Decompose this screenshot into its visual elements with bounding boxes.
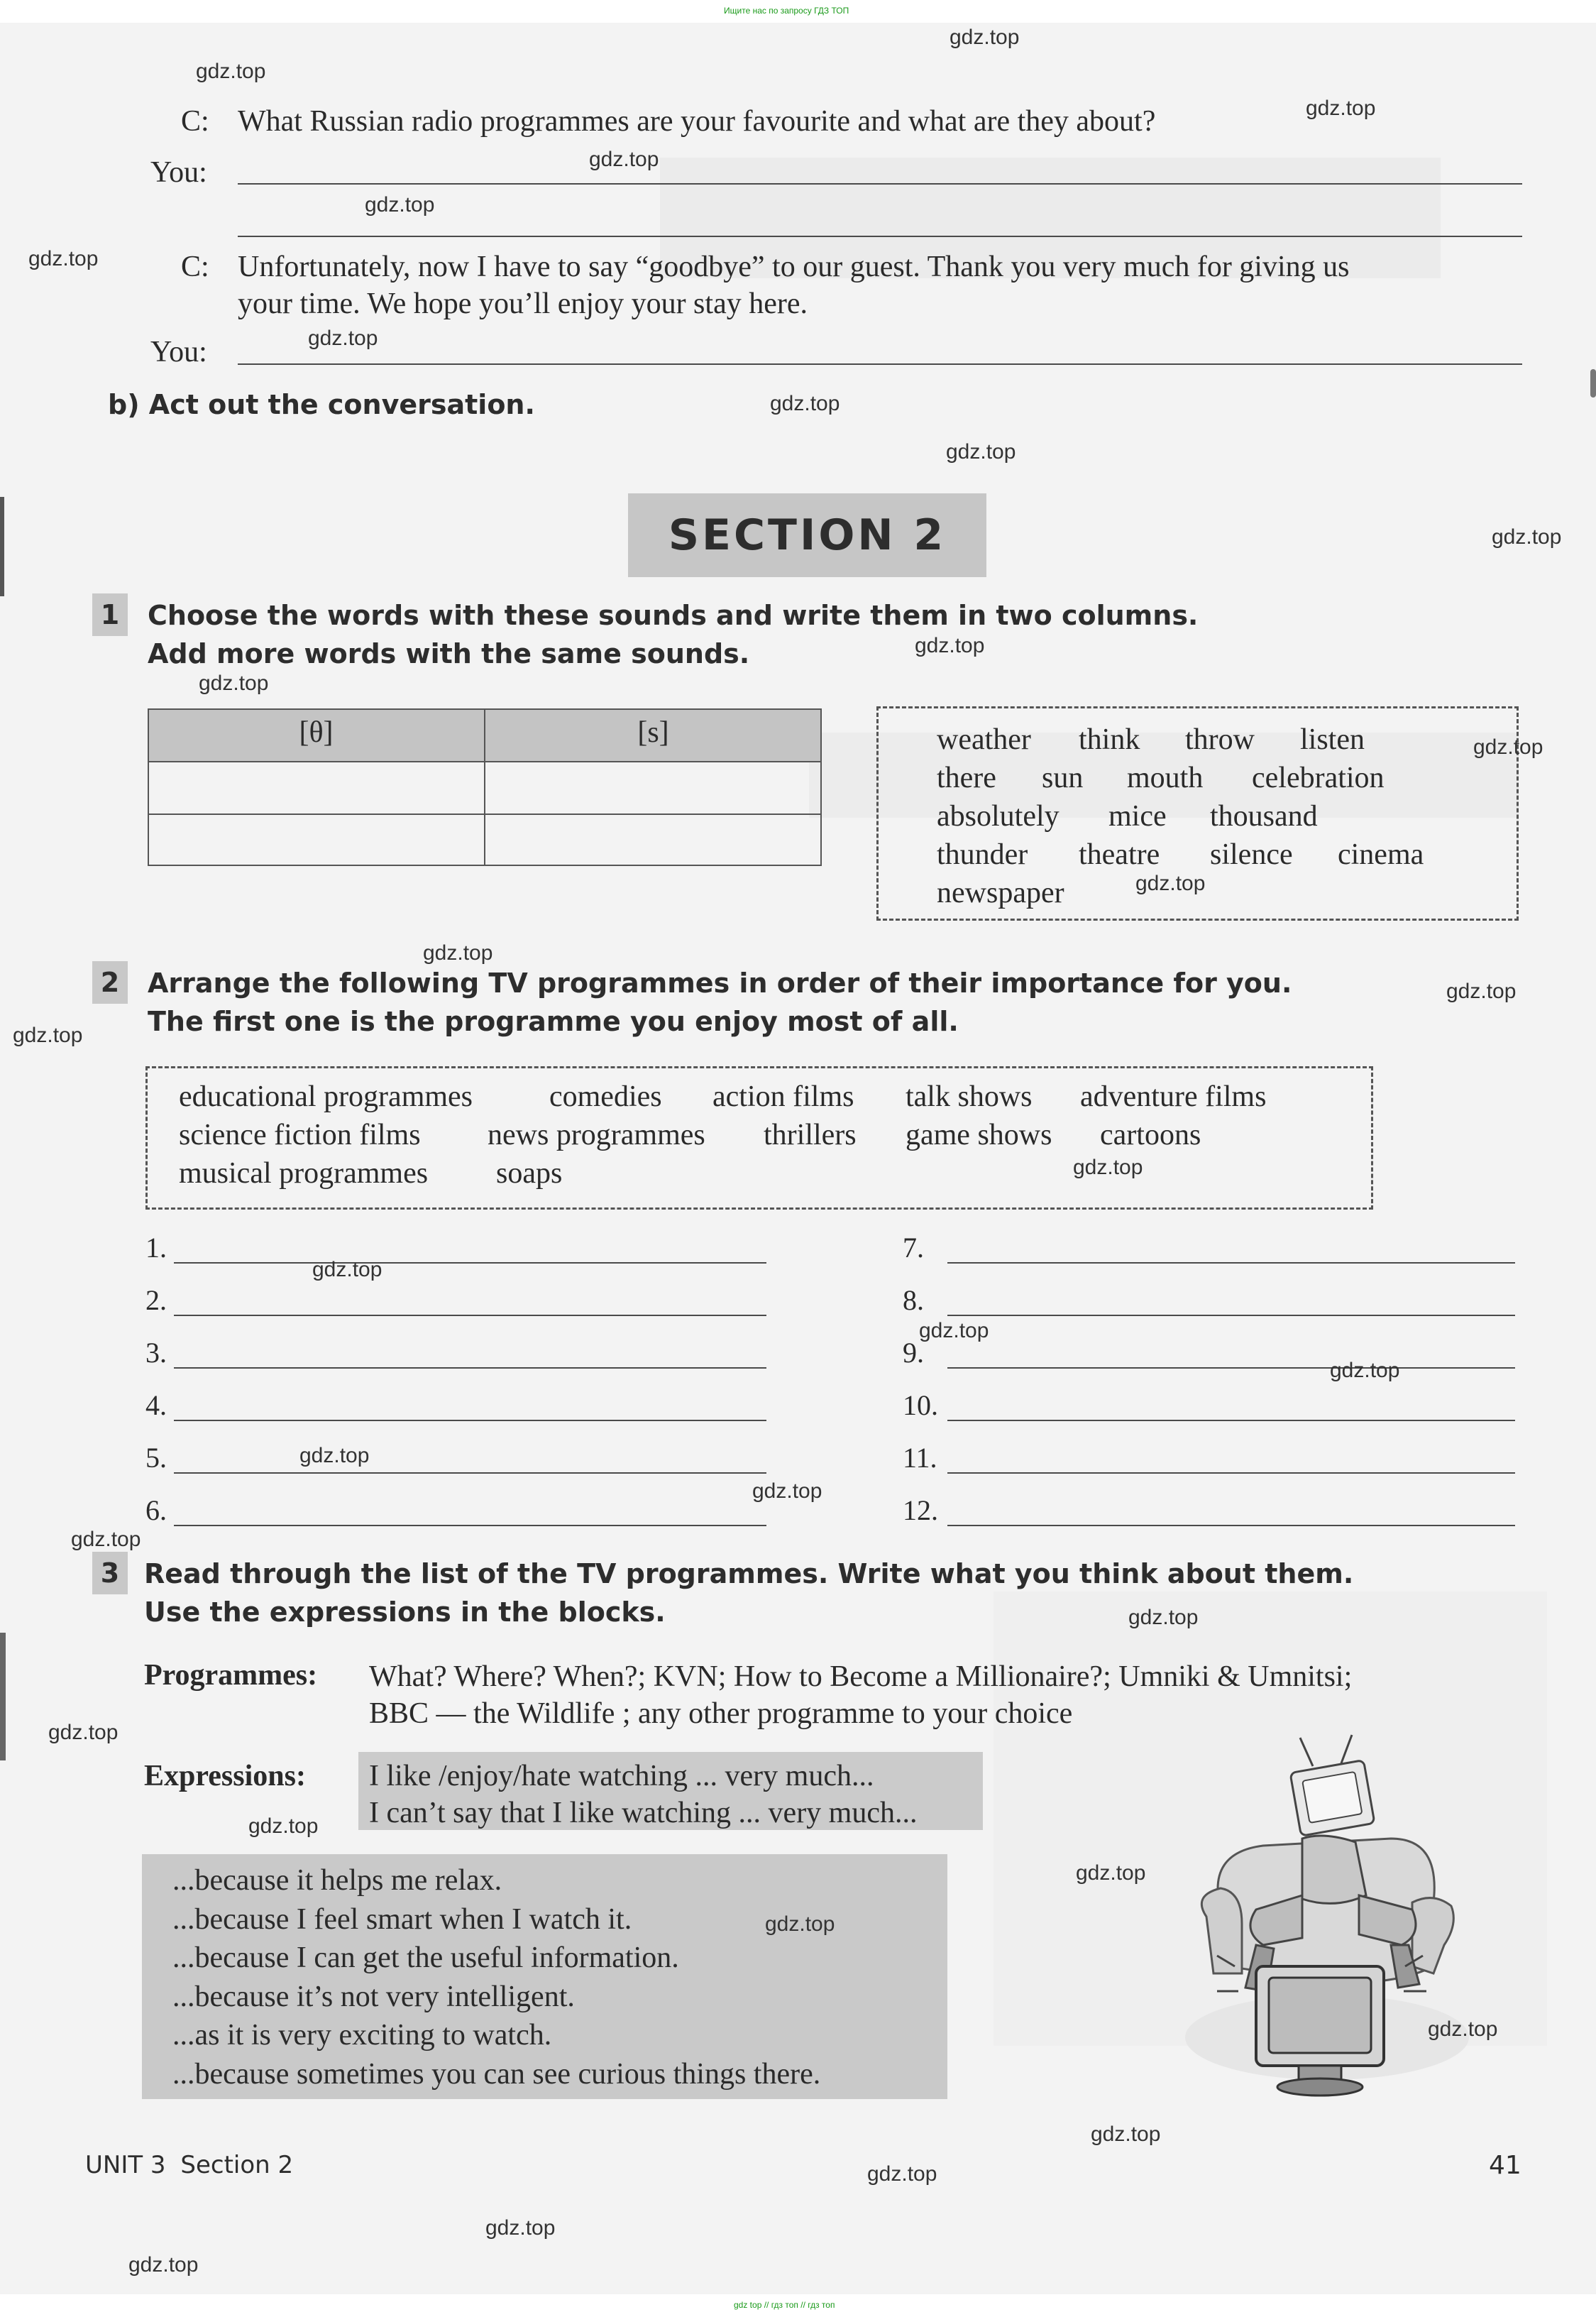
word-item: mice: [1108, 800, 1167, 833]
answer-line[interactable]: [174, 1315, 766, 1316]
answer-line[interactable]: [947, 1525, 1515, 1526]
word-item: throw: [1185, 723, 1255, 756]
word-item: thousand: [1210, 800, 1318, 833]
watermark: gdz.top: [13, 1024, 83, 1047]
word-item: newspaper: [937, 877, 1064, 909]
expression-item: I like /enjoy/hate watching ... very much...: [369, 1760, 874, 1792]
row-number: 10.: [903, 1389, 938, 1421]
word-item: sun: [1042, 762, 1084, 794]
row-number: 5.: [145, 1442, 167, 1474]
word-item: mouth: [1127, 762, 1204, 794]
programmes-text: What? Where? When?; KVN; How to Become a Millionaire?; Umniki & Umnitsi;: [369, 1660, 1353, 1693]
row-number: 8.: [903, 1284, 924, 1316]
row-number: 11.: [903, 1442, 937, 1474]
task-number: 3: [92, 1552, 128, 1594]
programme-item: soaps: [496, 1157, 563, 1190]
page-number: 41: [1489, 2151, 1521, 2180]
answer-line[interactable]: [238, 183, 1522, 185]
answer-line[interactable]: [174, 1472, 766, 1474]
unit-label: UNIT 3: [85, 2151, 166, 2179]
watermark: gdz.top: [485, 2216, 556, 2240]
programmes-text: BBC — the Wildlife ; any other programme to your choice: [369, 1697, 1073, 1730]
sounds-table: [148, 708, 822, 866]
task-number: 1: [92, 593, 128, 636]
expressions-label: Expressions:: [144, 1760, 306, 1792]
row-number: 6.: [145, 1494, 167, 1526]
top-banner[interactable]: Ищите нас по запросу ГДЗ ТОП: [724, 6, 849, 16]
word-item: listen: [1300, 723, 1365, 756]
row-number: 12.: [903, 1494, 938, 1526]
speaker-you: You:: [150, 156, 207, 189]
reason-item: ...because I feel smart when I watch it.: [172, 1902, 632, 1936]
watermark: gdz.top: [308, 327, 378, 350]
word-item: absolutely: [937, 800, 1060, 833]
watermark: gdz.top: [248, 1814, 319, 1838]
watermark: gdz.top: [1330, 1359, 1400, 1382]
word-item: thunder: [937, 838, 1028, 871]
table-cell[interactable]: [149, 762, 483, 814]
watermark: gdz.top: [752, 1479, 822, 1503]
task-instruction: Choose the words with these sounds and write them in two columns.: [148, 600, 1199, 631]
answer-line[interactable]: [947, 1420, 1515, 1421]
expression-item: I can’t say that I like watching ... very much...: [369, 1797, 918, 1829]
dialogue-line: What Russian radio programmes are your favourite and what are they about?: [238, 105, 1156, 138]
answer-line[interactable]: [238, 363, 1522, 365]
watermark: gdz.top: [765, 1912, 835, 1936]
answer-line[interactable]: [947, 1315, 1515, 1316]
task-instruction: Use the expressions in the blocks.: [144, 1596, 666, 1628]
speaker-c: C:: [181, 251, 209, 283]
watermark: gdz.top: [1073, 1156, 1143, 1179]
reason-item: ...because sometimes you can see curious things there.: [172, 2057, 821, 2091]
column-header-th: [θ]: [299, 716, 334, 749]
footer-unit: [85, 2151, 293, 2179]
reason-item: ...because it helps me relax.: [172, 1864, 502, 1897]
programme-item: thrillers: [764, 1119, 857, 1151]
watermark: gdz.top: [1428, 2017, 1498, 2041]
programme-item: educational programmes: [179, 1080, 473, 1113]
watermark: gdz.top: [365, 193, 435, 217]
programme-item: news programmes: [488, 1119, 705, 1151]
watermark: gdz.top: [1306, 97, 1376, 120]
word-item: there: [937, 762, 996, 794]
watermark: gdz.top: [199, 672, 269, 695]
programme-item: talk shows: [906, 1080, 1033, 1113]
dialogue-line: your time. We hope you’ll enjoy your stay here.: [238, 287, 808, 320]
programme-item: science fiction films: [179, 1119, 421, 1151]
scan-edge-mark: [0, 497, 4, 596]
table-cell[interactable]: [486, 762, 820, 814]
watermark: gdz.top: [919, 1319, 989, 1342]
watermark: gdz.top: [299, 1444, 370, 1467]
word-item: weather: [937, 723, 1031, 756]
answer-line[interactable]: [174, 1262, 766, 1264]
task-instruction: The first one is the programme you enjoy most of all.: [148, 1006, 959, 1037]
watermark: gdz.top: [423, 941, 493, 965]
watermark: gdz.top: [867, 2162, 937, 2186]
watermark: gdz.top: [1128, 1606, 1199, 1629]
watermark: gdz.top: [1076, 1861, 1146, 1885]
watermark: gdz.top: [1473, 735, 1543, 759]
row-number: 2.: [145, 1284, 167, 1316]
scan-edge-mark: [0, 1633, 6, 1760]
dialogue-line: Unfortunately, now I have to say “goodbye” to our guest. Thank you very much for giving us: [238, 251, 1350, 283]
watermark: gdz.top: [28, 247, 99, 270]
watermark: gdz.top: [196, 60, 266, 83]
section-title: SECTION 2: [628, 493, 986, 577]
word-item: celebration: [1252, 762, 1385, 794]
task-instruction: Add more words with the same sounds.: [148, 638, 750, 669]
programme-item: game shows: [906, 1119, 1052, 1151]
watermark: gdz.top: [312, 1258, 383, 1281]
column-divider: [484, 708, 485, 866]
programme-item: adventure films: [1080, 1080, 1267, 1113]
programme-item: cartoons: [1100, 1119, 1201, 1151]
word-item: theatre: [1079, 838, 1160, 871]
table-cell[interactable]: [149, 815, 483, 865]
answer-line[interactable]: [174, 1420, 766, 1421]
watermark: gdz.top: [1135, 872, 1206, 895]
section-label: Section 2: [180, 2151, 294, 2179]
task-number: 2: [92, 961, 128, 1004]
answer-line[interactable]: [174, 1525, 766, 1526]
table-cell[interactable]: [486, 815, 820, 865]
task-instruction: Read through the list of the TV programmes. Write what you think about them.: [144, 1558, 1354, 1589]
answer-line[interactable]: [947, 1262, 1515, 1264]
answer-line[interactable]: [238, 236, 1522, 237]
scan-edge-mark: [1590, 369, 1596, 398]
answer-line[interactable]: [174, 1367, 766, 1369]
row-number: 9.: [903, 1337, 924, 1369]
speaker-c: C:: [181, 105, 209, 138]
speaker-you: You:: [150, 336, 207, 368]
word-item: silence: [1210, 838, 1293, 871]
column-header-s: [s]: [637, 716, 669, 749]
watermark: gdz.top: [71, 1528, 141, 1551]
watermark: gdz.top: [1492, 525, 1562, 549]
tv-watcher-illustration: [1178, 1732, 1476, 2130]
bottom-banner[interactable]: gdz top // гдз топ // гдз топ: [734, 2300, 835, 2310]
row-number: 3.: [145, 1337, 167, 1369]
watermark: gdz.top: [1091, 2122, 1161, 2146]
reason-item: ...as it is very exciting to watch.: [172, 2019, 552, 2052]
watermark: gdz.top: [770, 392, 840, 415]
row-number: 4.: [145, 1389, 167, 1421]
task-instruction: Arrange the following TV programmes in order of their importance for you.: [148, 968, 1292, 999]
reasons-list: [172, 1861, 820, 2093]
watermark: gdz.top: [128, 2253, 199, 2277]
watermark: gdz.top: [946, 440, 1016, 464]
task-b-instruction: b) Act out the conversation.: [108, 389, 535, 420]
programmes-list: [179, 1078, 1371, 1193]
watermark: gdz.top: [589, 148, 659, 171]
answer-line[interactable]: [947, 1472, 1515, 1474]
programme-item: comedies: [549, 1080, 662, 1113]
answer-line[interactable]: [947, 1367, 1515, 1369]
watermark: gdz.top: [915, 634, 985, 657]
row-number: 7.: [903, 1232, 924, 1264]
reason-item: ...because it’s not very intelligent.: [172, 1980, 575, 2013]
programme-item: action films: [712, 1080, 854, 1113]
reason-item: ...because I can get the useful information.: [172, 1941, 679, 1974]
word-item: think: [1079, 723, 1140, 756]
watermark: gdz.top: [950, 26, 1020, 49]
programmes-label: Programmes:: [144, 1659, 318, 1692]
row-number: 1.: [145, 1232, 167, 1264]
watermark: gdz.top: [1446, 980, 1517, 1003]
word-item: cinema: [1338, 838, 1424, 871]
watermark: gdz.top: [48, 1721, 119, 1744]
programme-item: musical programmes: [179, 1157, 429, 1190]
